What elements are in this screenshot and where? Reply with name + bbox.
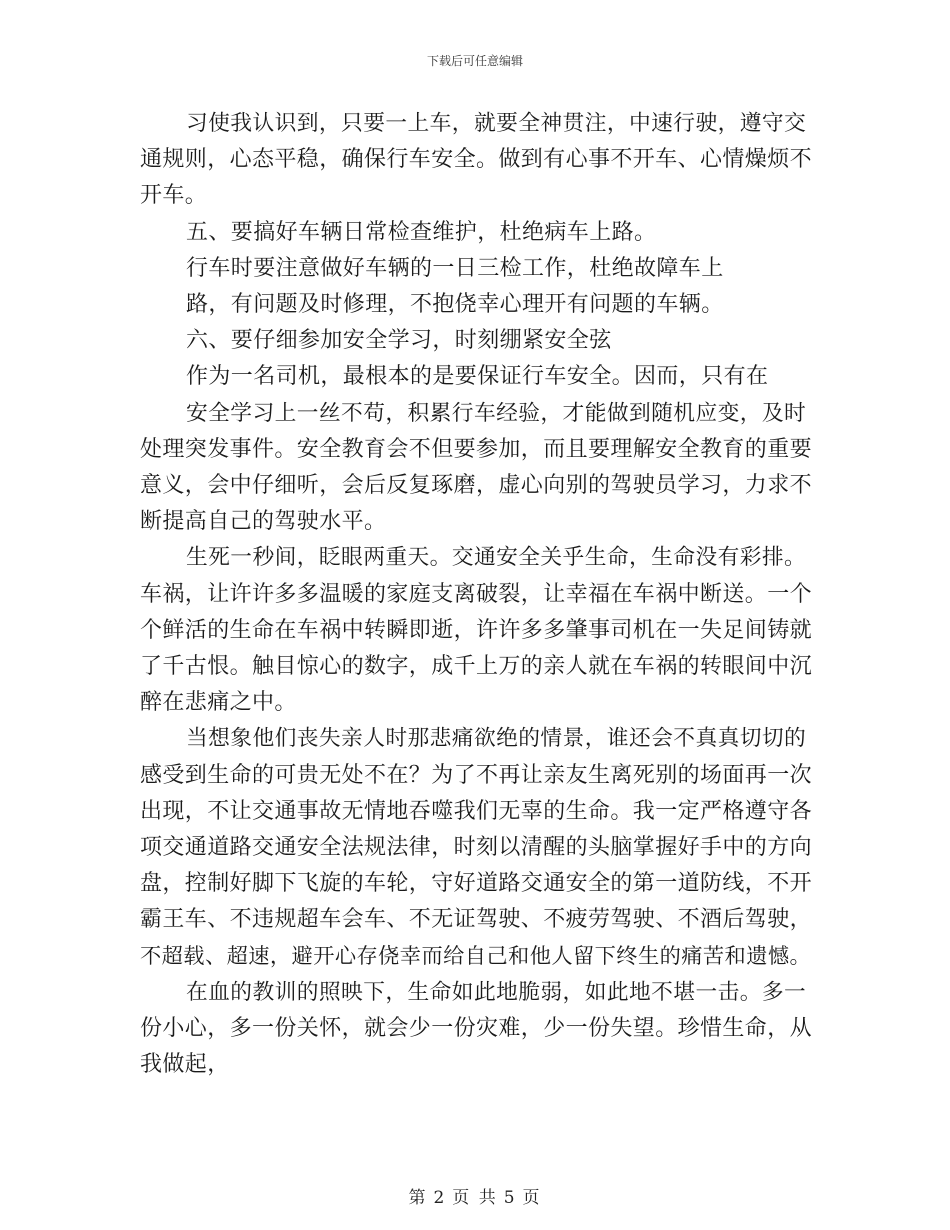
text-line: 安全学习上一丝不苟，积累行车经验，才能做到随机应变，及时 — [186, 400, 807, 426]
text-line: 车祸，让许许多多温暖的家庭支离破裂，让幸福在车祸中断送。一个 — [140, 581, 813, 607]
text-line: 当想象他们丧失亲人时那悲痛欲绝的情景，谁还会不真真切切的 — [186, 726, 807, 752]
footer-suffix: 页 — [522, 1188, 542, 1208]
text-line: 醉在悲痛之中。 — [140, 690, 297, 716]
text-line: 习使我认识到，只要一上车，就要全神贯注，中速行驶，遵守交 — [186, 111, 807, 136]
text-line: 出现，不让交通事故无情地吞噬我们无辜的生命。我一定严格遵守各 — [140, 798, 813, 824]
footer-total-pages: 5 — [503, 1188, 517, 1208]
text-line: 生死一秒间，眨眼两重天。交通安全关乎生命，生命没有彩排。 — [186, 545, 807, 571]
text-line: 路，有问题及时修理，不抱侥幸心理开有问题的车辆。 — [186, 292, 724, 318]
text-line: 行车时要注意做好车辆的一日三检工作，杜绝故障车上 — [186, 255, 724, 281]
footer-middle: 页 共 — [452, 1188, 498, 1208]
footer-current-page: 2 — [433, 1188, 447, 1208]
text-line: 感受到生命的可贵无处不在？为了不再让亲友生离死别的场面再一次 — [140, 762, 813, 788]
text-line: 断提高自己的驾驶水平。 — [140, 509, 387, 535]
text-line: 不超载、超速，避开心存侥幸而给自己和他人留下终生的痛苦和遗憾。 — [140, 943, 812, 969]
text-line: 意义，会中仔细听，会后反复琢磨，虚心向别的驾驶员学习，力求不 — [140, 473, 813, 499]
text-line: 作为一名司机，最根本的是要保证行车安全。因而，只有在 — [186, 364, 769, 390]
text-line: 六、要仔细参加安全学习，时刻绷紧安全弦 — [186, 328, 612, 354]
text-line: 项交通道路交通安全法规法律，时刻以清醒的头脑掌握好手中的方向 — [140, 835, 813, 861]
text-line: 五、要搞好车辆日常检查维护，杜绝病车上路。 — [186, 219, 657, 245]
text-line: 开车。 — [140, 183, 208, 209]
text-line: 份小心，多一份关怀，就会少一份灾难，少一份失望。珍惜生命，从 — [140, 1016, 813, 1042]
text-line: 霸王车、不违规超车会车、不无证驾驶、不疲劳驾驶、不酒后驾驶， — [140, 907, 813, 933]
text-line: 我做起， — [140, 1052, 230, 1078]
page-footer — [0, 1183, 950, 1208]
page-header: 下载后可任意编辑 — [426, 54, 523, 68]
text-line: 了千古恨。触目惊心的数字，成千上万的亲人就在车祸的转眼间中沉 — [140, 654, 813, 680]
text-line: 个鲜活的生命在车祸中转瞬即逝，许许多多肇事司机在一失足间铸就 — [140, 617, 813, 643]
text-line: 通规则，心态平稳，确保行车安全。做到有心事不开车、心情燥烦不 — [140, 147, 813, 173]
text-line: 盘，控制好脚下飞旋的车轮，守好道路交通安全的第一道防线，不开 — [140, 871, 813, 897]
text-line: 在血的教训的照映下，生命如此地脆弱，如此地不堪一击。多一 — [186, 979, 807, 1005]
text-line: 处理突发事件。安全教育会不但要参加，而且要理解安全教育的重要 — [140, 436, 813, 462]
document-body — [140, 106, 812, 1083]
footer-prefix: 第 — [408, 1188, 428, 1208]
